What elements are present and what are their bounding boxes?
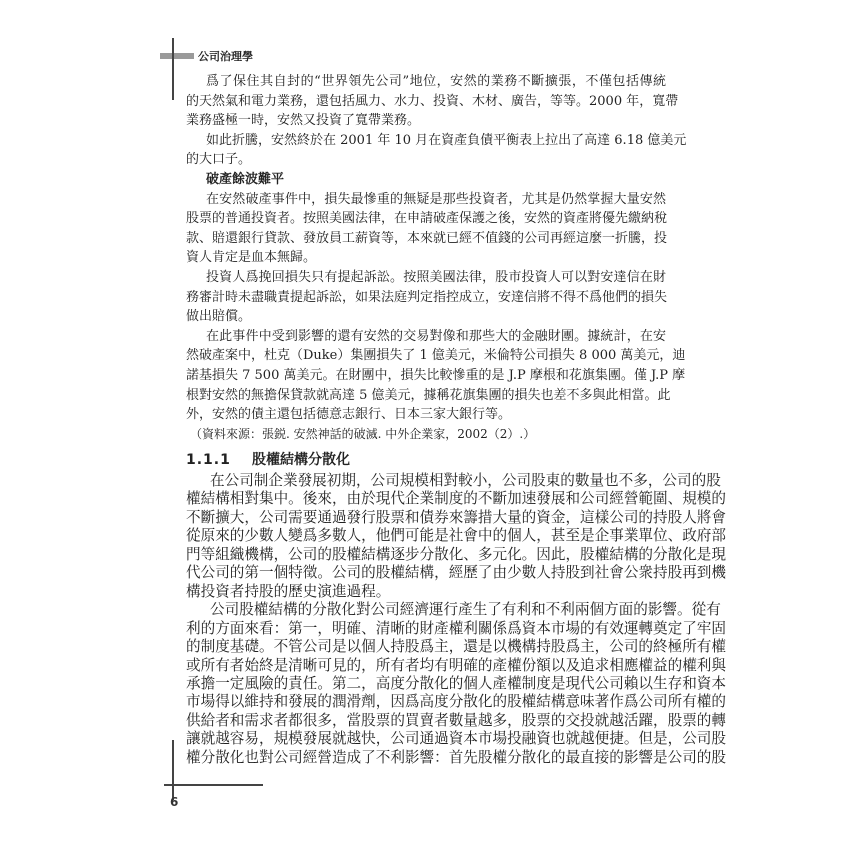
text-line: 或所有者始終是清晰可見的，所有者均有明確的產權份額以及追求相應權益的權利與 bbox=[186, 656, 726, 674]
section-number: 1.1.1 bbox=[186, 452, 231, 468]
text-line: 讓就越容易，規模發展就越快，公司通過資本市場投融資也就越便捷。但是，公司股 bbox=[186, 730, 726, 748]
text-line: 代公司的第一個特徵。公司的股權結構，經歷了由少數人持股到社會公衆持股再到機 bbox=[186, 564, 726, 582]
case-subheading: 破產餘波難平 bbox=[206, 171, 285, 187]
header-decorative-bar bbox=[160, 53, 194, 59]
text-line: 供給者和需求者都很多，當股票的買賣者數量越多，股票的交投就越活躍，股票的轉 bbox=[186, 711, 726, 729]
text-line: 的大口子。 bbox=[186, 152, 252, 168]
text-line: 權分散化也對公司經營造成了不利影響：首先股權分散化的最直接的影響是公司的股 bbox=[186, 748, 726, 766]
footer-horizontal-rule bbox=[164, 784, 263, 786]
text-line: 諾基損失 7 500 萬美元。在財團中，損失比較慘重的是 J.P 摩根和花旗集團。僅 J.P 摩 bbox=[186, 367, 686, 383]
text-line: 然破產案中，杜克（Duke）集團損失了 1 億美元，米倫特公司損失 8 000 萬美元，迪 bbox=[186, 348, 686, 364]
text-line: 利的方面來看：第一，明確、清晰的財產權利關係爲資本市場的有效運轉奠定了牢固 bbox=[186, 619, 726, 637]
text-line: 根對安然的無擔保貸款就高達 5 億美元，據稱花旗集團的損失也差不多與此相當。此 bbox=[186, 387, 671, 403]
text-line: 承擔一定風險的責任。第二，高度分散化的個人產權制度是現代公司賴以生存和資本 bbox=[186, 674, 726, 692]
section-body-text bbox=[186, 472, 726, 767]
section-title: 股權結構分散化 bbox=[252, 452, 350, 468]
text-line: 在此事件中受到影響的還有安然的交易對像和那些大的金融財團。據統計，在安 bbox=[206, 328, 666, 344]
text-line: 業務盛極一時，安然又投資了寬帶業務。 bbox=[186, 113, 421, 129]
text-line: 股票的普通投資者。按照美國法律，在申請破產保護之後，安然的資產將優先繳納稅 bbox=[186, 211, 668, 227]
section-heading bbox=[186, 449, 350, 469]
text-line: 的制度基礎。不管公司是以個人持股爲主，還是以機構持股爲主，公司的終極所有權 bbox=[186, 638, 726, 656]
text-line: 市場得以維持和發展的潤滑劑，因爲高度分散化的股權結構意味著作爲公司所有權的 bbox=[186, 693, 726, 711]
text-line: 公司股權結構的分散化對公司經濟運行產生了有利和不利兩個方面的影響。從有 bbox=[210, 601, 721, 619]
text-line: 構投資者持股的歷史演進過程。 bbox=[186, 582, 391, 600]
text-line: 在安然破產事件中，損失最慘重的無疑是那些投資者，尤其是仍然掌握大量安然 bbox=[206, 191, 666, 207]
footer-vertical-rule bbox=[172, 740, 174, 800]
text-line: 的天然氣和電力業務，還包括風力、水力、投資、木材、廣告，等等。2000 年，寬帶 bbox=[186, 93, 679, 109]
text-line: 從原來的少數人變爲多數人，他們可能是社會中的個人，甚至是企事業單位、政府部 bbox=[186, 527, 726, 545]
text-line: 做出賠償。 bbox=[186, 309, 252, 325]
text-line: 務審計時未盡職責提起訴訟，如果法庭判定指控成立，安達信將不得不爲他們的損失 bbox=[186, 289, 668, 305]
case-study-text bbox=[186, 72, 687, 444]
source-citation: （資料來源：張鋭. 安然神話的破滅. 中外企業家，2002（2）.） bbox=[190, 426, 536, 441]
text-line: 外，安然的債主還包括德意志銀行、日本三家大銀行等。 bbox=[186, 407, 512, 423]
page-number: 6 bbox=[170, 795, 179, 809]
text-line: 資人肯定是血本無歸。 bbox=[186, 250, 317, 266]
text-line: 爲了保住其自封的“世界領先公司”地位，安然的業務不斷擴張，不僅包括傳統 bbox=[206, 74, 666, 89]
text-line: 款、賠還銀行貸款、發放員工薪資等，本來就已經不值錢的公司再經這麼一折騰，投 bbox=[186, 230, 668, 246]
text-line: 不斷擴大，公司需要通過發行股票和債券來籌措大量的資金，這樣公司的持股人將會 bbox=[186, 508, 726, 526]
text-line: 如此折騰，安然終於在 2001 年 10 月在資產負債平衡表上拉出了高達 6.18 億美元 bbox=[206, 132, 687, 148]
text-line: 權結構相對集中。後來，由於現代企業制度的不斷加速發展和公司經營範圍、規模的 bbox=[186, 490, 726, 508]
text-line: 門等組織機構，公司的股權結構逐步分散化、多元化。因此，股權結構的分散化是現 bbox=[186, 545, 726, 563]
header-vertical-rule bbox=[172, 38, 174, 100]
running-header-book-title: 公司治理學 bbox=[198, 50, 253, 63]
text-line: 投資人爲挽回損失只有提起訴訟。按照美國法律，股市投資人可以對安達信在財 bbox=[206, 269, 666, 285]
text-line: 在公司制企業發展初期，公司規模相對較小，公司股東的數量也不多，公司的股 bbox=[210, 472, 721, 489]
